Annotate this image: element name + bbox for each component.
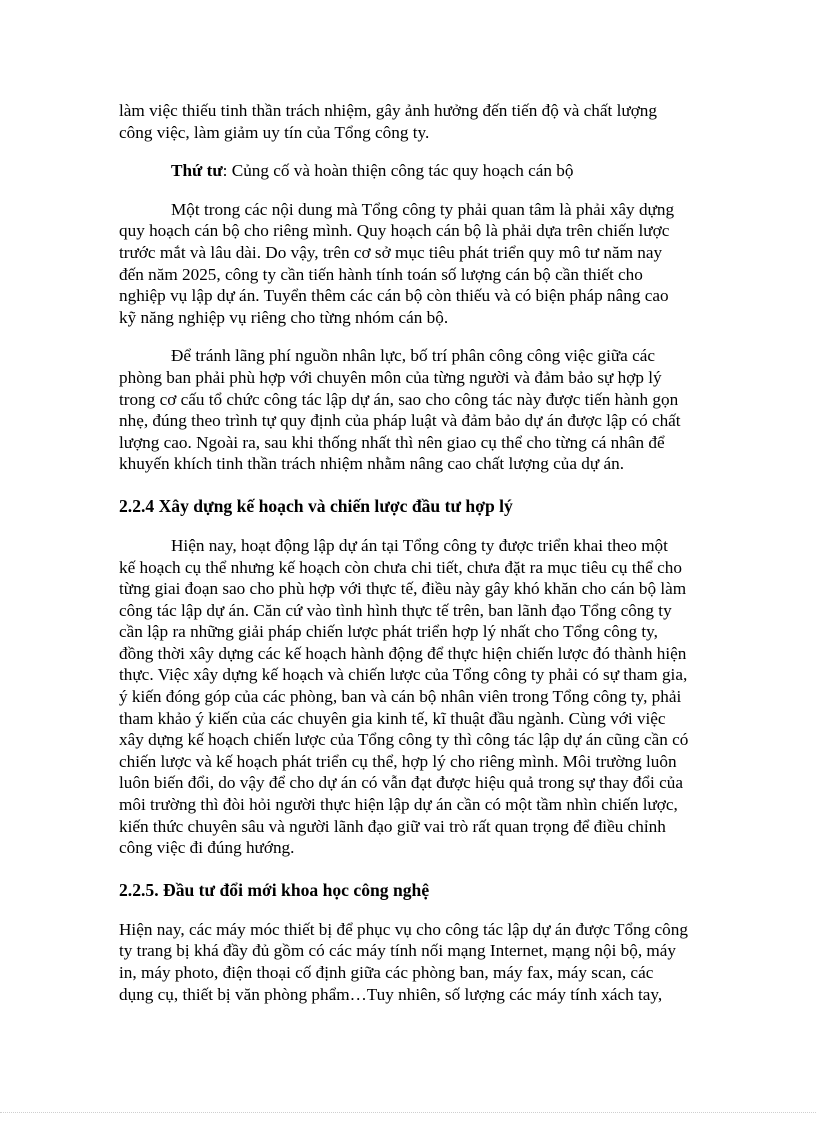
paragraph-technology [119,919,699,1005]
section-heading-2-2-4: 2.2.4 Xây dựng kế hoạch và chiến lược đầu tư hợp lý [119,495,513,516]
document-page [119,100,699,1005]
paragraph-intro [119,100,699,143]
paragraph-strategy [119,535,699,859]
paragraph-avoid-waste [119,345,699,475]
text-line: cần lập ra những giải pháp chiến lược phát triển hợp lý nhất cho Tổng công ty, [119,622,658,642]
item-four [119,160,699,182]
text-line: Để tránh lãng phí nguồn nhân lực, bố trí phân công công việc giữa các [171,346,655,366]
text-line: kế hoạch cụ thể nhưng kế hoạch còn chưa chi tiết, chưa đặt ra mục tiêu cụ thể cho [119,557,682,577]
text-line: kỹ năng nghiệp vụ riêng cho từng nhóm cán bộ. [119,307,449,327]
section-heading-2-2-5: 2.2.5. Đầu tư đổi mới khoa học công nghệ [119,879,430,900]
text-line: Một trong các nội dung mà Tổng công ty phải quan tâm là phải xây dựng [171,199,675,219]
text-line: tham khảo ý kiến của các chuyên gia kinh tế, kĩ thuật đầu ngành. Cùng với việc [119,708,666,728]
text-line: quy hoạch cán bộ cho riêng mình. Quy hoạch cán bộ là phải dựa trên chiến lược [119,221,670,241]
text-line: kiến thức chuyên sâu và người lãnh đạo giữ vai trò rất quan trọng để điều chỉnh [119,816,666,836]
text-line: môi trường thì đòi hỏi người thực hiện lập dự án cần có một tầm nhìn chiến lược, [119,795,678,815]
text-line: công tác lập dự án. Căn cứ vào tình hình thực tế trên, ban lãnh đạo Tổng công ty [119,600,672,620]
text-line: đến năm 2025, công ty cần tiến hành tính toán số lượng cán bộ cần thiết cho [119,264,643,284]
page-bottom-border [0,1112,816,1113]
text-line: nhẹ, đúng theo trình tự quy định của pháp luật và đảm bảo dự án được lập có chất [119,411,681,431]
text-line: luôn biến đổi, do vậy để cho dự án có vẫn đạt được hiệu quả trong sự thay đổi của [119,773,683,793]
text-line: thực. Việc xây dựng kế hoạch và chiến lược của Tổng công ty phải có sự tham gia, [119,665,688,685]
item-four-text: : Củng cố và hoàn thiện công tác quy hoạch cán bộ [222,161,574,181]
text-line: lượng cao. Ngoài ra, sau khi thống nhất thì nên giao cụ thể cho từng cá nhân để [119,432,665,452]
text-line: khuyến khích tinh thần trách nhiệm nhằm nâng cao chất lượng của dự án. [119,454,625,474]
item-four-label: Thứ tư [171,161,223,181]
text-line: Hiện nay, hoạt động lập dự án tại Tổng công ty được triển khai theo một [171,535,668,555]
text-line: xây dựng kế hoạch chiến lược của Tổng công ty thì công tác lập dự án cũng cần có [119,730,689,750]
text-line: đồng thời xây dựng các kế hoạch hành động để thực hiện chiến lược đó thành hiện [119,643,687,663]
text-line: chiến lược và kế hoạch phát triển cụ thể, hợp lý cho riêng mình. Môi trường luôn [119,751,677,771]
text-line: công việc, làm giảm uy tín của Tổng công ty. [119,122,430,142]
text-line: dụng cụ, thiết bị văn phòng phẩm…Tuy nhiên, số lượng các máy tính xách tay, [119,984,663,1004]
text-line: trước mắt và lâu dài. Do vậy, trên cơ sở mục tiêu phát triển quy mô tư năm nay [119,242,663,262]
text-line: Hiện nay, các máy móc thiết bị để phục vụ cho công tác lập dự án được Tổng công [119,919,688,939]
text-line: công việc đi đúng hướng. [119,838,295,858]
text-line: làm việc thiếu tinh thần trách nhiệm, gây ảnh hưởng đến tiến độ và chất lượng [119,101,657,120]
text-line: in, máy photo, điện thoại cố định giữa các phòng ban, máy fax, máy scan, các [119,963,654,982]
paragraph-planning [119,199,699,329]
text-line: từng giai đoạn sao cho phù hợp với thực tế, điều này gây khó khăn cho cán bộ làm [119,579,687,599]
text-line: trong cơ cấu tổ chức công tác lập dự án, sao cho công tác này được tiến hành gọn [119,389,679,409]
text-line: ty trang bị khá đầy đủ gồm có các máy tính nối mạng Internet, mạng nội bộ, máy [119,941,677,961]
text-line: phòng ban phải phù hợp với chuyên môn của từng người và đảm bảo sự hợp lý [119,367,662,387]
text-line: nghiệp vụ lập dự án. Tuyển thêm các cán bộ còn thiếu và có biện pháp nâng cao [119,286,669,306]
text-line: ý kiến đóng góp của các phòng, ban và cán bộ nhân viên trong Tổng công ty, phải [119,687,682,707]
